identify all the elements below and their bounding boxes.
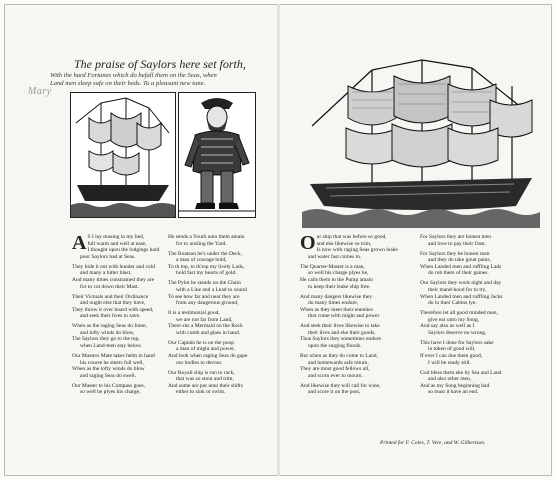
stanza	[72, 323, 168, 349]
verse-line: And many times constrained they are	[72, 276, 155, 283]
verse-line: and love to pay their Oast.	[428, 240, 487, 247]
printer-imprint: Printed for F. Coles, T. Vere, and W. Gilbertson.	[380, 440, 486, 446]
verse-line: to keep their leake ship free.	[308, 283, 371, 290]
verse-line: so well he plyes his charge,	[80, 389, 141, 396]
verse-line: do many times endure,	[308, 300, 359, 307]
subtitle-line: With the hard Fortunes which do befall them on the Seas, when	[50, 72, 217, 79]
verse-line: When Landed men and ruffling Jacks	[420, 293, 503, 300]
woodcut-small-ship	[70, 92, 176, 218]
verse-line: and water fast comes in.	[308, 253, 362, 260]
verse-line: S I lay musing in my bed,	[87, 234, 145, 240]
verse-line: and score it on the post,	[308, 389, 361, 396]
verse-line: The Pylot he stands on the Chain	[168, 280, 241, 287]
verse-line: their lives and eke their goods,	[308, 329, 376, 336]
verse-line: When Landed men and ruffling Lads	[420, 263, 502, 270]
stanza	[300, 383, 416, 396]
verse-line: The Quarter-Master is a man,	[300, 263, 365, 270]
stanza	[168, 280, 272, 306]
verse-column-2	[168, 234, 272, 399]
verse-line: For Saylors they are honest men	[420, 234, 492, 240]
verse-line: full warm and well at ease,	[87, 240, 147, 247]
verse-line: with a Line and a Lead to sound	[176, 286, 247, 293]
verse-line: I will be ready still.	[428, 359, 471, 366]
woodcut-large-galleon	[302, 56, 540, 228]
verse-line: For Saylors they be honest men	[420, 250, 490, 257]
verse-line: Thus Saylors they sometimes endure	[300, 336, 381, 343]
stanza	[72, 294, 168, 320]
verse-line: The Boatson he's under the Deck,	[168, 250, 242, 257]
verse-line: To see how far and near they are	[168, 293, 240, 300]
verse-line: that was so stout and trim,	[176, 376, 234, 383]
stanza	[420, 340, 540, 366]
verse-line: Is now with raging Seas grown leake	[316, 247, 398, 254]
verse-line: They throw it over board with speed,	[72, 306, 154, 313]
verse-line: And say also as well as I	[420, 323, 475, 330]
stanza	[168, 251, 272, 277]
stanza	[420, 310, 540, 336]
verse-line: They bide it out with hunder and cold	[72, 263, 155, 270]
verse-line: from any dangerous ground,	[176, 300, 239, 307]
verse-line: a man of might and power,	[176, 346, 236, 353]
ballad-subtitle	[50, 72, 290, 88]
verse-line: do rob them of their gaines.	[428, 270, 489, 277]
stanza	[72, 234, 168, 260]
verse-line: and lofty winds do blow,	[80, 329, 135, 336]
stanza	[168, 340, 272, 366]
stanza	[72, 383, 168, 396]
verse-line: that come with might and power	[308, 313, 380, 320]
verse-column-3	[300, 234, 416, 399]
verse-line: He calls them to the Pump amain	[300, 276, 374, 283]
verse-line: And seek their lives likewise to take	[300, 323, 380, 330]
woodcut-sailor-figure	[178, 92, 256, 218]
stanza	[300, 353, 416, 379]
stanza	[300, 264, 416, 290]
stanza	[300, 323, 416, 349]
verse-line: and raging Seas do swell.	[80, 372, 137, 379]
verse-line: his course he steers full well,	[80, 359, 144, 366]
verse-line: and they do take great pains,	[428, 257, 491, 264]
verse-line: And some are put unto their shifts	[168, 382, 243, 389]
stanza	[420, 370, 540, 396]
verse-line: This have I done for Saylors sake	[420, 339, 494, 346]
verse-line: He sends a Youth unto them amain	[168, 234, 245, 240]
verse-line: so well his charge plyes he,	[308, 270, 369, 277]
verse-line: Their Victuals and their Ordinance	[72, 293, 149, 300]
verse-line: for to unsling the Yard.	[176, 240, 227, 247]
verse-line: The Saylors they go to the top,	[72, 336, 140, 343]
verse-line: and homewards safe return,	[308, 359, 369, 366]
stanza	[420, 280, 540, 306]
verse-line: poor Saylors had at Seas.	[80, 253, 136, 260]
verse-line: God bless them eke by Sea and Land	[420, 369, 502, 376]
stanza	[420, 251, 540, 277]
verse-line: give ear unto my Song,	[428, 316, 480, 323]
verse-line: and also other men,	[428, 376, 472, 383]
margin-annotation: Mary	[28, 86, 52, 97]
verse-column-4	[420, 234, 540, 399]
verse-line: Our Saylors they work night and day	[420, 280, 502, 287]
verse-line: Therefore let all good minded men,	[420, 310, 498, 317]
verse-line: in token of good will,	[428, 346, 476, 353]
verse-line: When as the lofty winds do blow	[72, 366, 145, 373]
stanza	[72, 264, 168, 290]
verse-line: and scorn ever to mourn.	[308, 372, 363, 379]
verse-line: It is a testimonial good,	[168, 310, 220, 317]
verse-line: with comb and glass in hand.	[176, 329, 241, 336]
verse-line: If ever I can doe them good,	[420, 353, 483, 360]
drop-cap: A	[72, 232, 87, 254]
verse-line: There sits a Mermaid on the Rock	[168, 323, 243, 330]
verse-line: Our Masters Mate takes helm in hand	[72, 353, 155, 360]
stanza	[168, 370, 272, 396]
verse-line: Our Royall ship is run to rack,	[168, 369, 235, 376]
stanza	[168, 310, 272, 336]
verse-line: And many dangers likewise they	[300, 293, 373, 300]
stanza	[300, 294, 416, 320]
stanza	[72, 353, 168, 379]
verse-line: a man of courage bold,	[176, 257, 227, 264]
verse-line: When as the raging Seas do fome,	[72, 323, 147, 330]
verse-line: and many a bitter blast,	[80, 270, 132, 277]
verse-line: our bodies to devour.	[176, 359, 223, 366]
ballad-title: The praise of Saylors here set forth,	[74, 57, 246, 71]
verse-line: When as they meet their enemies	[300, 306, 373, 313]
verse-line: their mand-hood for to try,	[428, 286, 487, 293]
verse-line: do in their Cabins lye.	[428, 300, 477, 307]
verse-line: and seek their lives to save.	[80, 313, 141, 320]
subtitle-line: Land men sleep safe on their beds. To a pleasant new tune.	[50, 80, 206, 87]
verse-line: and eke likewise so trim,	[316, 240, 372, 247]
verse-line: and ought else that they have,	[80, 300, 146, 307]
verse-line: either to sink or swim.	[176, 389, 226, 396]
verse-line: for to cut down their Mast.	[80, 283, 139, 290]
stanza	[420, 234, 540, 247]
verse-line: ur ship that was before so good,	[316, 234, 387, 240]
verse-column-1	[72, 234, 168, 399]
verse-line: when Land-men stay below.	[80, 343, 142, 350]
verse-line: Our Captain he is on the poop	[168, 339, 234, 346]
verse-line: And look when raging Seas do gape	[168, 353, 248, 360]
verse-line: And likewise they will call for wine,	[300, 382, 381, 389]
verse-line: To th top, to th'top my lively Lads,	[168, 263, 245, 270]
verse-line: I thought upon the lodgings hard	[87, 247, 160, 254]
stanza	[300, 234, 416, 260]
verse-line: so must it have an end.	[428, 389, 479, 396]
verse-line: upon the surging floods.	[308, 343, 362, 350]
verse-line: Our Master to his Compass goes,	[72, 382, 146, 389]
verse-line: And as my Song beginning had	[420, 382, 490, 389]
stanza	[168, 234, 272, 247]
verse-line: They are most good fellows all,	[300, 366, 370, 373]
verse-line: But when as they do come to Land,	[300, 353, 378, 360]
verse-line: we are not far from Land,	[176, 316, 233, 323]
verse-line: hold fast my hearts of gold.	[176, 270, 237, 277]
drop-cap: O	[300, 232, 316, 254]
verse-line: Saylors deserve no wrong.	[428, 329, 487, 336]
